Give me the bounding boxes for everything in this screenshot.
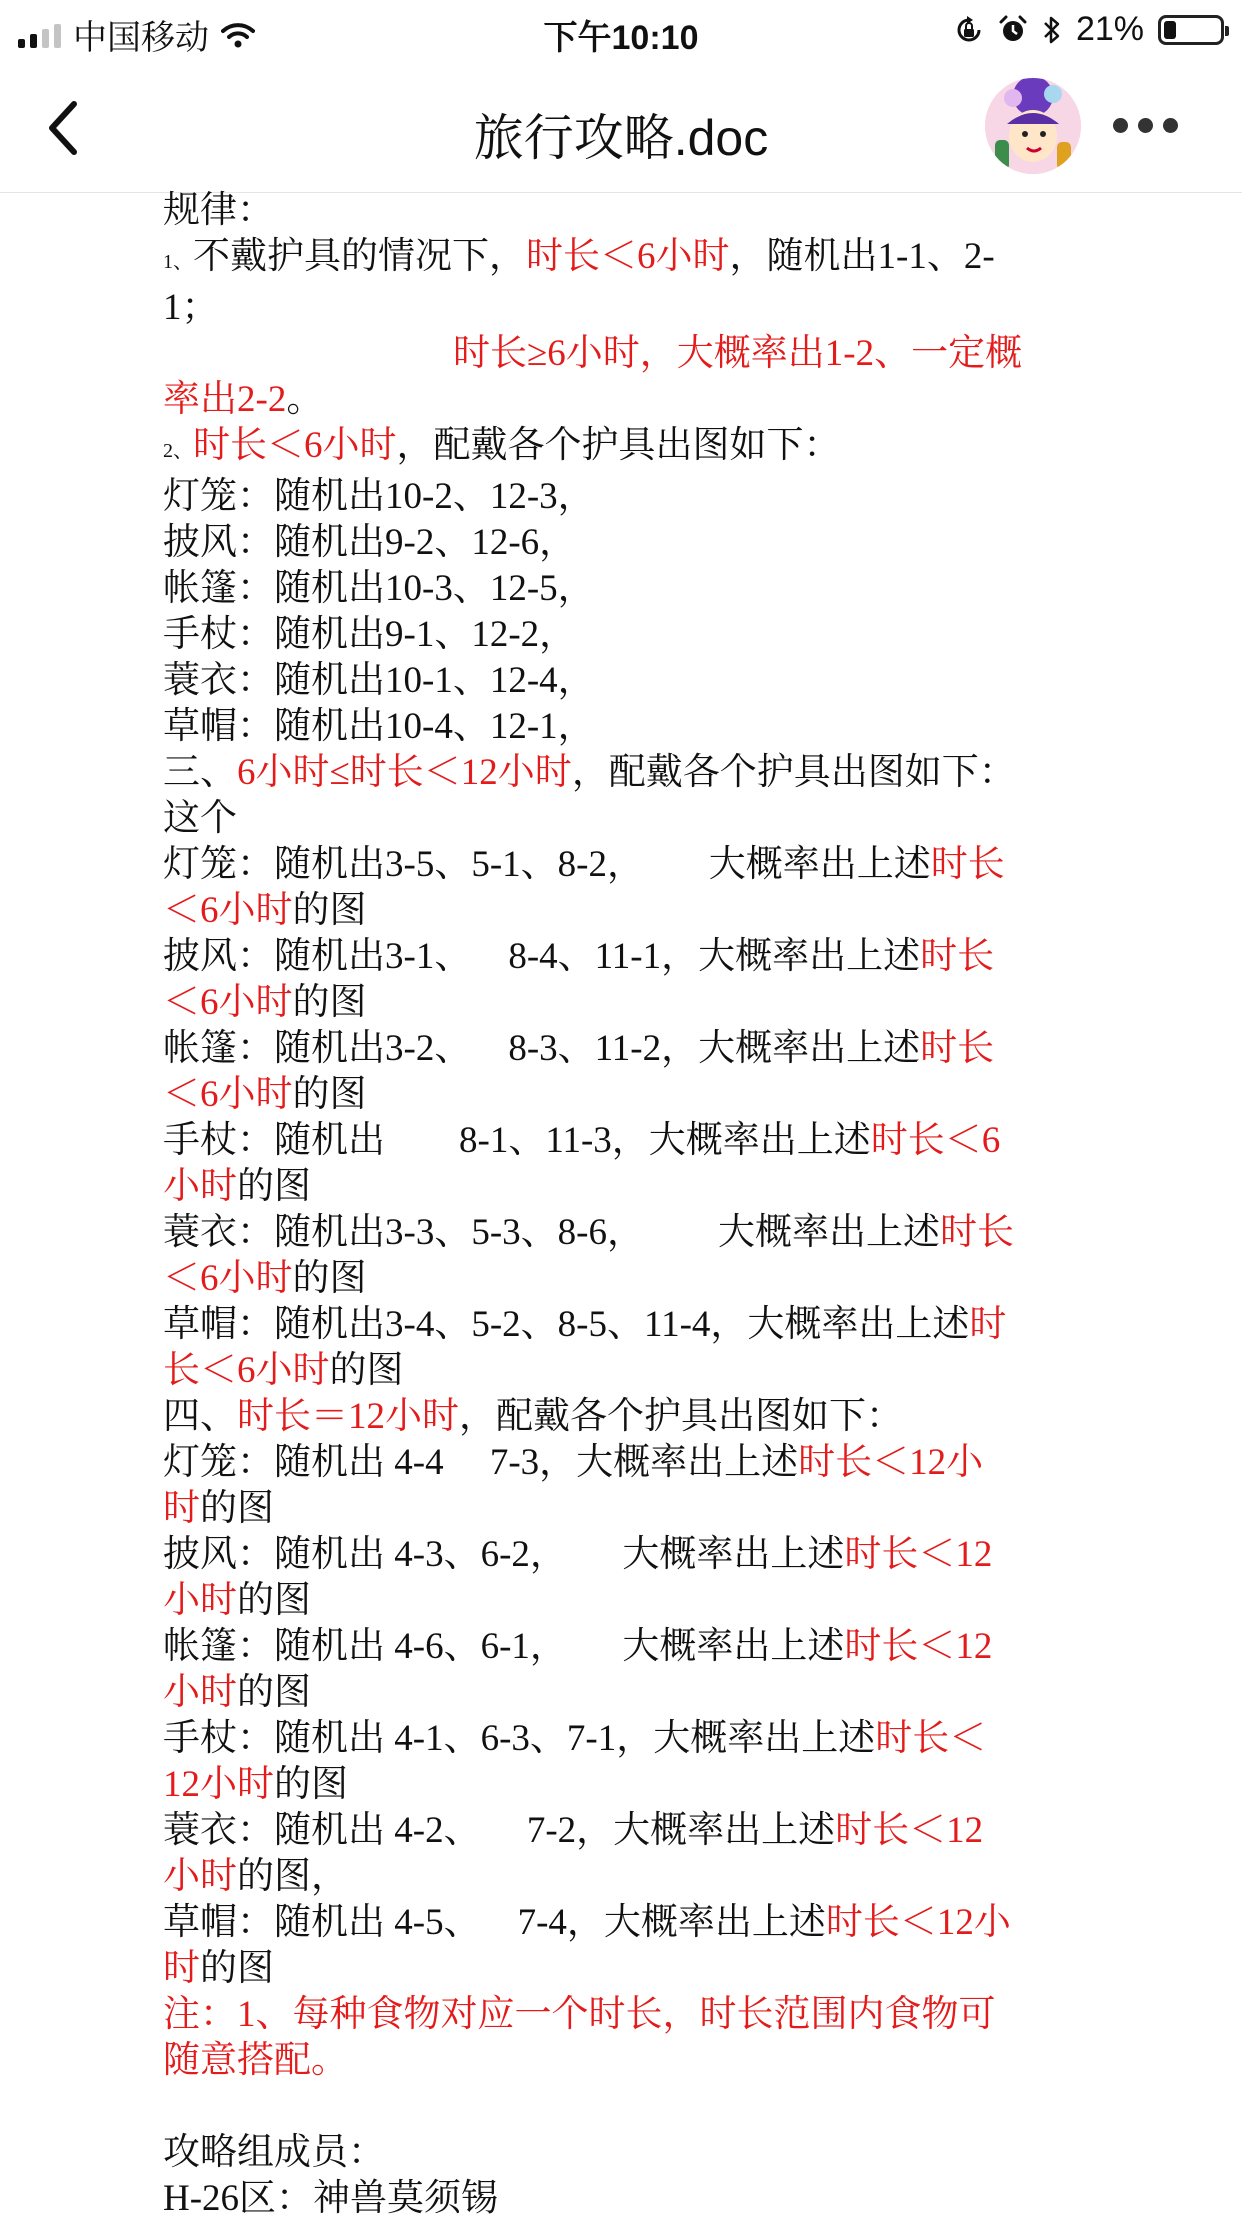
- battery-icon: [1158, 15, 1224, 45]
- doc-line: 率出2-2。: [163, 379, 324, 420]
- doc-line: 小时的图: [163, 1672, 311, 1713]
- doc-line: 手杖：随机出9-1、12-2，: [163, 614, 577, 655]
- battery-percent: 21%: [1075, 10, 1144, 48]
- doc-line: 蓑衣：随机出10-1、12-4，: [163, 660, 595, 701]
- doc-line: 灯笼：随机出10-2、12-3，: [163, 476, 595, 517]
- doc-line: 攻略组成员：: [163, 2132, 385, 2173]
- doc-line: 手杖：随机出 4-1、6-3、7-1，大概率出上述时长＜: [163, 1718, 987, 1759]
- doc-line: 草帽：随机出 4-5、 7-4，大概率出上述时长＜12小: [163, 1902, 1011, 1943]
- doc-line: 长＜6小时的图: [163, 1350, 404, 1391]
- carrier-label: 中国移动: [73, 19, 209, 57]
- doc-line: 规律：: [163, 190, 274, 231]
- doc-line: ＜6小时的图: [163, 1074, 367, 1115]
- doc-line: 这个: [163, 798, 237, 839]
- status-right: [954, 10, 1224, 49]
- alarm-icon: [998, 15, 1028, 45]
- status-time: 下午10:10: [543, 19, 699, 57]
- rotation-lock-icon: [954, 15, 984, 45]
- doc-line: 灯笼：随机出 4-4 7-3，大概率出上述时长＜12小: [163, 1442, 984, 1483]
- doc-note: 随意搭配。: [163, 2040, 348, 2081]
- doc-line: 1；: [163, 287, 219, 328]
- doc-line: 手杖：随机出 8-1、11-3，大概率出上述时长＜6: [163, 1120, 1001, 1161]
- doc-line: 披风：随机出 4-3、6-2， 大概率出上述时长＜12: [163, 1534, 993, 1575]
- doc-line: 披风：随机出9-2、12-6，: [163, 522, 577, 563]
- doc-line: 12小时的图: [163, 1764, 348, 1805]
- doc-line: 帐篷：随机出3-2、 8-3、11-2，大概率出上述时长: [163, 1028, 995, 1069]
- doc-line: 小时的图: [163, 1580, 311, 1621]
- page-title: 旅行攻略.doc: [473, 110, 769, 166]
- doc-line: 小时的图: [163, 1166, 311, 1207]
- doc-line: 蓑衣：随机出3-3、5-3、8-6， 大概率出上述时长: [163, 1212, 1014, 1253]
- doc-line: ＜6小时的图: [163, 1258, 367, 1299]
- doc-line: 三、6小时≤时长＜12小时，配戴各个护具出图如下：: [163, 752, 1016, 793]
- more-icon[interactable]: [1112, 110, 1178, 140]
- document-body: [163, 188, 1083, 2222]
- doc-line: 帐篷：随机出 4-6、6-1， 大概率出上述时长＜12: [163, 1626, 993, 1667]
- doc-line: 披风：随机出3-1、 8-4、11-1，大概率出上述时长: [163, 936, 995, 977]
- doc-line: 四、时长＝12小时，配戴各个护具出图如下：: [163, 1396, 903, 1437]
- doc-line: 小时的图，: [163, 1856, 348, 1897]
- doc-line: 草帽：随机出10-4、12-1，: [163, 706, 595, 747]
- status-bar: [0, 0, 1242, 62]
- doc-line: 时长≥6小时，大概率出1-2、一定概: [453, 333, 1023, 374]
- doc-line: 帐篷：随机出10-3、12-5，: [163, 568, 595, 609]
- doc-line: 2、时长＜6小时，配戴各个护具出图如下：: [163, 425, 841, 466]
- doc-line: 灯笼：随机出3-5、5-1、8-2， 大概率出上述时长: [163, 844, 1005, 885]
- doc-line: 蓑衣：随机出 4-2、 7-2，大概率出上述时长＜12: [163, 1810, 984, 1851]
- nav-bar: [0, 62, 1242, 193]
- avatar[interactable]: [985, 78, 1081, 174]
- doc-line: H-26区：神兽莫须锡: [163, 2178, 499, 2219]
- doc-line: ＜6小时的图: [163, 982, 367, 1023]
- doc-note: 注：1、每种食物对应一个时长，时长范围内食物可: [163, 1994, 996, 2035]
- doc-line: 时的图: [163, 1948, 274, 1989]
- doc-line: 时的图: [163, 1488, 274, 1529]
- doc-line: 草帽：随机出3-4、5-2、8-5、11-4，大概率出上述时: [163, 1304, 1007, 1345]
- doc-line: 1、不戴护具的情况下，时长＜6小时，随机出1-1、2-: [163, 236, 995, 277]
- blank-line: [163, 2084, 1083, 2130]
- bluetooth-icon: [1042, 15, 1062, 45]
- doc-line: ＜6小时的图: [163, 890, 367, 931]
